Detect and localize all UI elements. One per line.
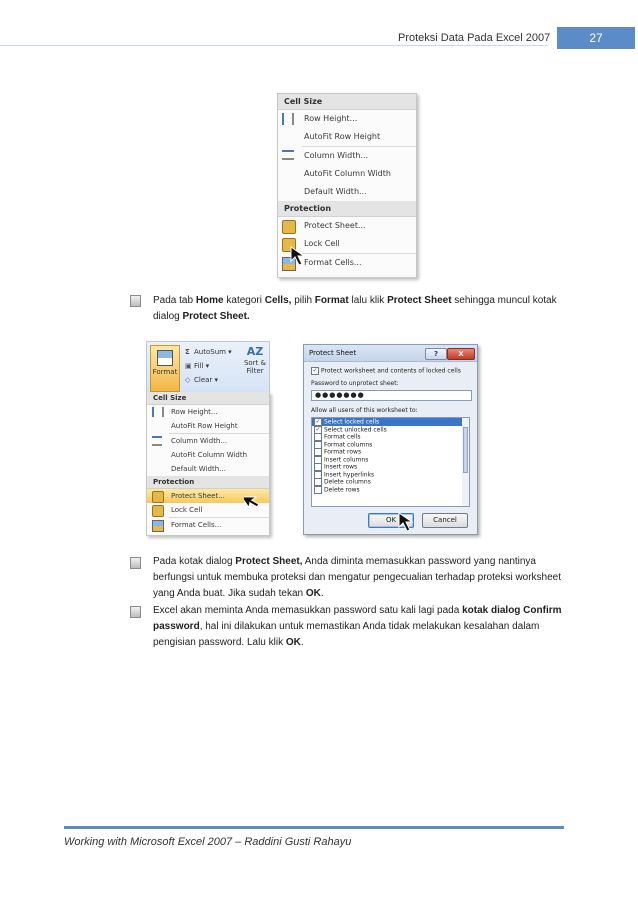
- footer-text: Working with Microsoft Excel 2007 – Raddini Gusti Rahayu: [64, 836, 352, 848]
- protect-sheet-dialog: [303, 344, 478, 535]
- sigma-icon: Σ: [185, 348, 190, 356]
- menu-item-autofit-row-height[interactable]: AutoFit Row Height: [171, 422, 238, 430]
- permissions-scrollbar[interactable]: [462, 417, 470, 507]
- permission-item[interactable]: Delete columns: [312, 478, 463, 486]
- protect-contents-checkbox[interactable]: ✓ Protect worksheet and contents of locked cells: [312, 367, 461, 375]
- protection-section-header: Protection: [278, 201, 416, 217]
- bullet-icon: [130, 606, 141, 618]
- menu-item-format-cells[interactable]: Format Cells...: [278, 254, 416, 272]
- row-height-icon: [152, 407, 164, 417]
- header-divider: [0, 45, 547, 46]
- checkbox-icon: [314, 486, 322, 494]
- fill-button[interactable]: ▣ Fill ▾: [185, 362, 210, 370]
- permissions-list[interactable]: [311, 417, 464, 507]
- format-button[interactable]: Format: [150, 345, 180, 392]
- fill-icon: ▣: [185, 362, 192, 370]
- dialog-titlebar: [304, 345, 477, 362]
- permission-item[interactable]: Insert columns: [312, 456, 463, 464]
- close-button[interactable]: X: [447, 348, 475, 360]
- protection-section-header: Protection: [147, 476, 269, 489]
- dialog-title: Protect Sheet: [309, 349, 357, 357]
- eraser-icon: ◇: [185, 376, 191, 384]
- permission-item[interactable]: Format rows: [312, 448, 463, 456]
- clear-button[interactable]: ◇ Clear ▾: [185, 376, 219, 384]
- menu-item-column-width[interactable]: Column Width...: [278, 147, 416, 165]
- cell-size-section-header: Cell Size: [147, 392, 269, 405]
- menu-item-autofit-column-width[interactable]: AutoFit Column Width: [304, 169, 391, 178]
- menu-item-protect-sheet[interactable]: Protect Sheet...: [147, 489, 269, 503]
- bullet-icon: [130, 557, 141, 569]
- help-button[interactable]: ?: [425, 348, 447, 360]
- mouse-cursor-icon: [398, 512, 418, 536]
- scrollbar-thumb[interactable]: [463, 427, 468, 473]
- protect-sheet-icon: [282, 220, 296, 234]
- checkmark-icon: ✓: [315, 418, 321, 425]
- header-title: Proteksi Data Pada Excel 2007: [398, 32, 551, 44]
- password-input[interactable]: ●●●●●●●: [311, 390, 472, 401]
- cell-size-section-header: Cell Size: [278, 94, 416, 110]
- paragraph-1: Pada tab Home kategori Cells, pilih Format lalu klik Protect Sheet sehingga muncul kotak dialog Protect Sheet.: [153, 295, 557, 322]
- menu-item-row-height[interactable]: Row Height...: [278, 110, 416, 128]
- column-width-icon: [282, 150, 294, 160]
- permission-item[interactable]: Format columns: [312, 441, 463, 449]
- format-icon: [157, 350, 173, 366]
- footer-divider: [64, 826, 564, 829]
- page-number: 27: [557, 27, 635, 49]
- column-width-icon: [152, 436, 162, 446]
- checkmark-icon: ✓: [312, 367, 318, 374]
- paragraph-3: Excel akan meminta Anda memasukkan password satu kali lagi pada kotak dialog Confirm password, hal ini dilakukan untuk memastikan Anda tidak melakukan kesalahan dalam pengisian password. Lalu klik OK.: [153, 605, 562, 648]
- sort-filter-button[interactable]: AZ Sort & Filter: [243, 345, 267, 375]
- permission-item[interactable]: Insert hyperlinks: [312, 471, 463, 479]
- menu-item-lock-cell[interactable]: Lock Cell: [278, 235, 416, 253]
- menu-item-protect-sheet[interactable]: Protect Sheet...: [278, 217, 416, 235]
- menu-item-lock-cell[interactable]: Lock Cell: [147, 503, 269, 517]
- ribbon-cells-editing-group: [146, 341, 270, 395]
- sort-icon: AZ: [246, 345, 264, 358]
- permission-item[interactable]: Delete rows: [312, 486, 463, 494]
- menu-item-autofit-column-width[interactable]: AutoFit Column Width: [171, 451, 248, 459]
- format-dropdown-menu-2: [146, 392, 270, 536]
- paragraph-2: Pada kotak dialog Protect Sheet, Anda diminta memasukkan password yang nantinya berfungsi untuk membuka proteksi dan mengatur pengecualian terhadap proteksi worksheet yang Anda buat. Jika sudah tekan OK.: [153, 556, 562, 599]
- cancel-button[interactable]: Cancel: [422, 513, 468, 528]
- protect-sheet-icon: [152, 491, 164, 503]
- format-cells-icon: [152, 520, 164, 532]
- lock-icon: [152, 505, 164, 517]
- menu-item-column-width[interactable]: Column Width...: [147, 434, 269, 448]
- menu-item-default-width[interactable]: Default Width...: [171, 465, 226, 473]
- ok-button[interactable]: OK: [368, 513, 414, 528]
- permission-item[interactable]: ✓ Select unlocked cells: [315, 425, 387, 433]
- menu-item-default-width[interactable]: Default Width...: [304, 187, 367, 196]
- password-label: Password to unprotect sheet:: [311, 380, 399, 387]
- mouse-cursor-icon: [244, 491, 266, 513]
- menu-item-format-cells[interactable]: Format Cells...: [147, 518, 269, 532]
- menu-item-autofit-row-height[interactable]: AutoFit Row Height: [304, 132, 381, 141]
- bullet-icon: [130, 295, 141, 307]
- permission-item[interactable]: ✓ Select locked cells: [312, 418, 463, 426]
- checkmark-icon: ✓: [315, 425, 321, 433]
- menu-item-row-height[interactable]: Row Height...: [147, 405, 269, 419]
- row-height-icon: [282, 113, 294, 125]
- autosum-button[interactable]: Σ AutoSum ▾: [185, 348, 232, 356]
- mouse-cursor-icon: [290, 246, 312, 270]
- permission-item[interactable]: Insert rows: [312, 463, 463, 471]
- permission-item[interactable]: Format cells: [312, 433, 463, 441]
- allow-users-label: Allow all users of this worksheet to:: [311, 407, 418, 414]
